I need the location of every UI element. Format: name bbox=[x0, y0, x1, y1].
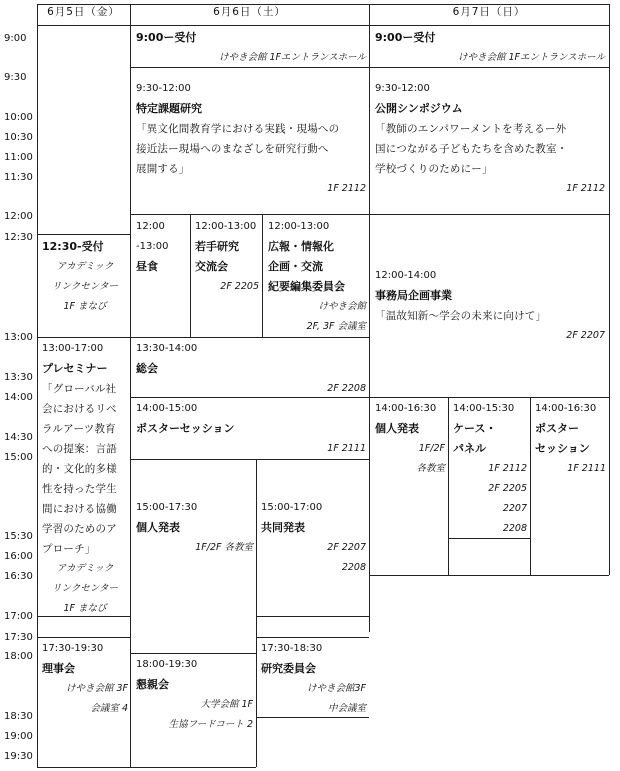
event-desc-line: への提案：言語 bbox=[42, 443, 117, 455]
event-room: 2F 2207 bbox=[327, 542, 366, 553]
event-title: ポスター bbox=[535, 422, 579, 435]
event-time: 9:30-12:00 bbox=[375, 83, 430, 94]
time-label: 15:00 bbox=[4, 452, 33, 463]
event-room: 1F 2111 bbox=[567, 463, 606, 474]
event-room: 2208 bbox=[341, 562, 366, 573]
event-time: 18:00-19:30 bbox=[136, 659, 198, 670]
event-reception-sun[interactable] bbox=[375, 28, 605, 68]
event-title: 公開シンポジウム bbox=[375, 102, 463, 115]
event-desc-line: 接近法ー現場へのまなざしを研究行動へ bbox=[136, 143, 329, 155]
event-time: 15:00-17:00 bbox=[261, 502, 323, 513]
event-title: 事務局企画事業 bbox=[375, 289, 452, 302]
event-room: けやき会館 bbox=[318, 301, 366, 312]
event-research-committee[interactable] bbox=[261, 639, 366, 719]
event-room: 2F 2208 bbox=[327, 383, 366, 394]
event-pr-committee[interactable] bbox=[268, 217, 366, 337]
header-fri: 6月5日（金） bbox=[47, 6, 120, 18]
event-desc-line: 「グローバル社 bbox=[42, 383, 117, 395]
time-label: 19:30 bbox=[4, 751, 33, 762]
event-title: 昼食 bbox=[136, 260, 158, 273]
event-room: 1F/2F 各教室 bbox=[195, 542, 253, 553]
event-title: ケース・ bbox=[453, 422, 497, 435]
event-time: -13:00 bbox=[136, 241, 169, 252]
time-label: 15:30 bbox=[4, 531, 33, 542]
event-public-symposium[interactable] bbox=[375, 79, 605, 199]
event-case-panel[interactable] bbox=[453, 399, 527, 539]
event-time: 12:00-14:00 bbox=[375, 270, 437, 281]
event-title: 懇親会 bbox=[136, 678, 169, 691]
header-sat: 6月6日（土） bbox=[213, 6, 286, 18]
event-title: 若手研究 bbox=[195, 240, 239, 253]
event-room: 2F 2205 bbox=[488, 483, 527, 494]
time-label: 16:30 bbox=[4, 571, 33, 582]
time-label: 17:00 bbox=[4, 611, 33, 622]
event-board[interactable] bbox=[42, 639, 128, 719]
event-title: 個人発表 bbox=[136, 521, 180, 534]
event-time-title: 9:00ー受付 bbox=[136, 31, 197, 44]
time-label: 18:30 bbox=[4, 711, 33, 722]
event-desc-line: 会におけるリベ bbox=[42, 403, 117, 415]
event-desc-line: 学校づくりのためにー」 bbox=[375, 163, 493, 175]
event-lunch[interactable] bbox=[136, 217, 188, 277]
time-label: 10:00 bbox=[4, 112, 33, 123]
event-poster-sat[interactable] bbox=[136, 399, 366, 459]
event-room: 2F 2205 bbox=[220, 281, 259, 292]
time-label: 14:00 bbox=[4, 392, 33, 403]
event-time: 12:00-13:00 bbox=[268, 221, 330, 232]
event-room: 1F/2F bbox=[418, 443, 445, 454]
event-special-research[interactable] bbox=[136, 79, 366, 199]
event-time: 14:00-16:30 bbox=[375, 403, 437, 414]
event-room: 2F 2207 bbox=[566, 330, 605, 341]
event-place: リンクセンター bbox=[52, 281, 118, 292]
event-desc-line: ラルアーツ教育 bbox=[42, 423, 116, 435]
event-indiv-sat[interactable] bbox=[136, 498, 253, 558]
event-place: 1F まなび bbox=[63, 301, 107, 312]
time-label: 9:30 bbox=[4, 72, 27, 83]
event-reception-party[interactable] bbox=[136, 655, 253, 735]
time-label: 11:00 bbox=[4, 152, 33, 163]
time-label: 10:30 bbox=[4, 132, 33, 143]
event-desc-line: 「教師のエンパワーメントを考えるー外 bbox=[375, 123, 567, 135]
event-place: 1F まなび bbox=[63, 603, 107, 614]
time-label: 9:00 bbox=[4, 33, 27, 44]
event-title: 特定課題研究 bbox=[136, 102, 202, 115]
event-place: アカデミック bbox=[56, 563, 114, 574]
event-desc-line: 間における協働 bbox=[42, 503, 117, 515]
event-title: 交流会 bbox=[195, 260, 228, 273]
event-time-title: 9:00ー受付 bbox=[375, 31, 436, 44]
event-desc-line: 的・文化的多様 bbox=[42, 463, 117, 475]
event-room: 会議室 4 bbox=[90, 703, 128, 714]
event-room: 2207 bbox=[502, 503, 527, 514]
event-room: 中会議室 bbox=[327, 703, 366, 714]
event-room: 1F 2111 bbox=[327, 443, 366, 454]
event-title: パネル bbox=[453, 442, 486, 455]
event-room: 各教室 bbox=[416, 463, 445, 474]
event-time: 12:00 bbox=[136, 221, 165, 232]
event-secretariat[interactable] bbox=[375, 266, 605, 346]
event-desc-line: 展開する」 bbox=[136, 163, 190, 175]
event-title: 理事会 bbox=[42, 662, 75, 675]
event-joint-sat[interactable] bbox=[261, 498, 366, 578]
time-label: 18:00 bbox=[4, 651, 33, 662]
event-room: 1F 2112 bbox=[488, 463, 527, 474]
event-place: アカデミック bbox=[56, 261, 114, 272]
event-time-title: 12:30-受付 bbox=[42, 240, 104, 253]
event-room: けやき会館 3F bbox=[65, 683, 128, 694]
event-title: プレセミナー bbox=[42, 362, 108, 375]
event-time: 12:00-13:00 bbox=[195, 221, 257, 232]
event-room: 2208 bbox=[502, 523, 527, 534]
event-poster-sun[interactable] bbox=[535, 399, 606, 479]
event-time: 17:30-19:30 bbox=[42, 643, 104, 654]
event-title: 総会 bbox=[136, 362, 158, 375]
event-location: けやき会館 1Fエントランスホール bbox=[457, 52, 605, 63]
event-room: 1F 2112 bbox=[327, 183, 366, 194]
event-time: 15:00-17:30 bbox=[136, 502, 198, 513]
time-label: 14:30 bbox=[4, 432, 33, 443]
event-reception-sat[interactable] bbox=[136, 28, 366, 68]
event-title: 個人発表 bbox=[375, 422, 419, 435]
event-room: 大学会館 1F bbox=[200, 699, 253, 710]
event-time: 9:30-12:00 bbox=[136, 83, 191, 94]
time-label: 13:30 bbox=[4, 372, 33, 383]
event-title: ポスターセッション bbox=[136, 422, 235, 435]
event-title: 紀要編集委員会 bbox=[268, 280, 345, 293]
event-title: 共同発表 bbox=[261, 521, 305, 534]
time-label: 16:00 bbox=[4, 551, 33, 562]
event-title: 研究委員会 bbox=[261, 662, 316, 675]
time-label: 12:30 bbox=[4, 232, 33, 243]
event-title: 広報・情報化 bbox=[268, 240, 334, 253]
time-label: 12:00 bbox=[4, 211, 33, 222]
event-pre-seminar[interactable] bbox=[42, 339, 128, 619]
event-time: 13:00-17:00 bbox=[42, 343, 104, 354]
event-time: 14:00-15:00 bbox=[136, 403, 198, 414]
time-label: 17:30 bbox=[4, 632, 33, 643]
event-reception-fri[interactable] bbox=[42, 237, 128, 317]
event-time: 14:00-16:30 bbox=[535, 403, 597, 414]
header-sun: 6月7日（日） bbox=[452, 6, 526, 18]
event-place: リンクセンター bbox=[52, 583, 118, 594]
event-desc: 「温故知新〜学会の未来に向けて」 bbox=[375, 310, 547, 322]
event-general-meeting[interactable] bbox=[136, 339, 366, 399]
event-desc-line: 性を持った学生 bbox=[42, 483, 117, 495]
event-location: けやき会館 1Fエントランスホール bbox=[218, 52, 366, 63]
event-desc-line: プローチ」 bbox=[42, 543, 96, 555]
time-label: 11:30 bbox=[4, 172, 33, 183]
event-time: 14:00-15:30 bbox=[453, 403, 515, 414]
time-label: 13:00 bbox=[4, 332, 33, 343]
event-desc-line: 学習のためのア bbox=[42, 523, 117, 535]
event-desc-line: 国につながる子どもたちを含めた教室・ bbox=[375, 143, 568, 155]
event-title: 企画・交流 bbox=[268, 260, 323, 273]
event-time: 17:30-18:30 bbox=[261, 643, 323, 654]
event-title: セッション bbox=[535, 442, 590, 455]
event-young-research[interactable] bbox=[195, 217, 259, 297]
event-room: けやき会館3F bbox=[306, 683, 366, 694]
time-label: 19:00 bbox=[4, 731, 33, 742]
event-indiv-sun[interactable] bbox=[375, 399, 445, 479]
event-room: 2F, 3F 会議室 bbox=[306, 321, 366, 332]
event-desc-line: 「異文化間教育学における実践・現場への bbox=[136, 123, 340, 135]
event-room: 生協フードコート 2 bbox=[168, 719, 253, 730]
event-room: 1F 2112 bbox=[566, 183, 605, 194]
event-time: 13:30-14:00 bbox=[136, 343, 198, 354]
